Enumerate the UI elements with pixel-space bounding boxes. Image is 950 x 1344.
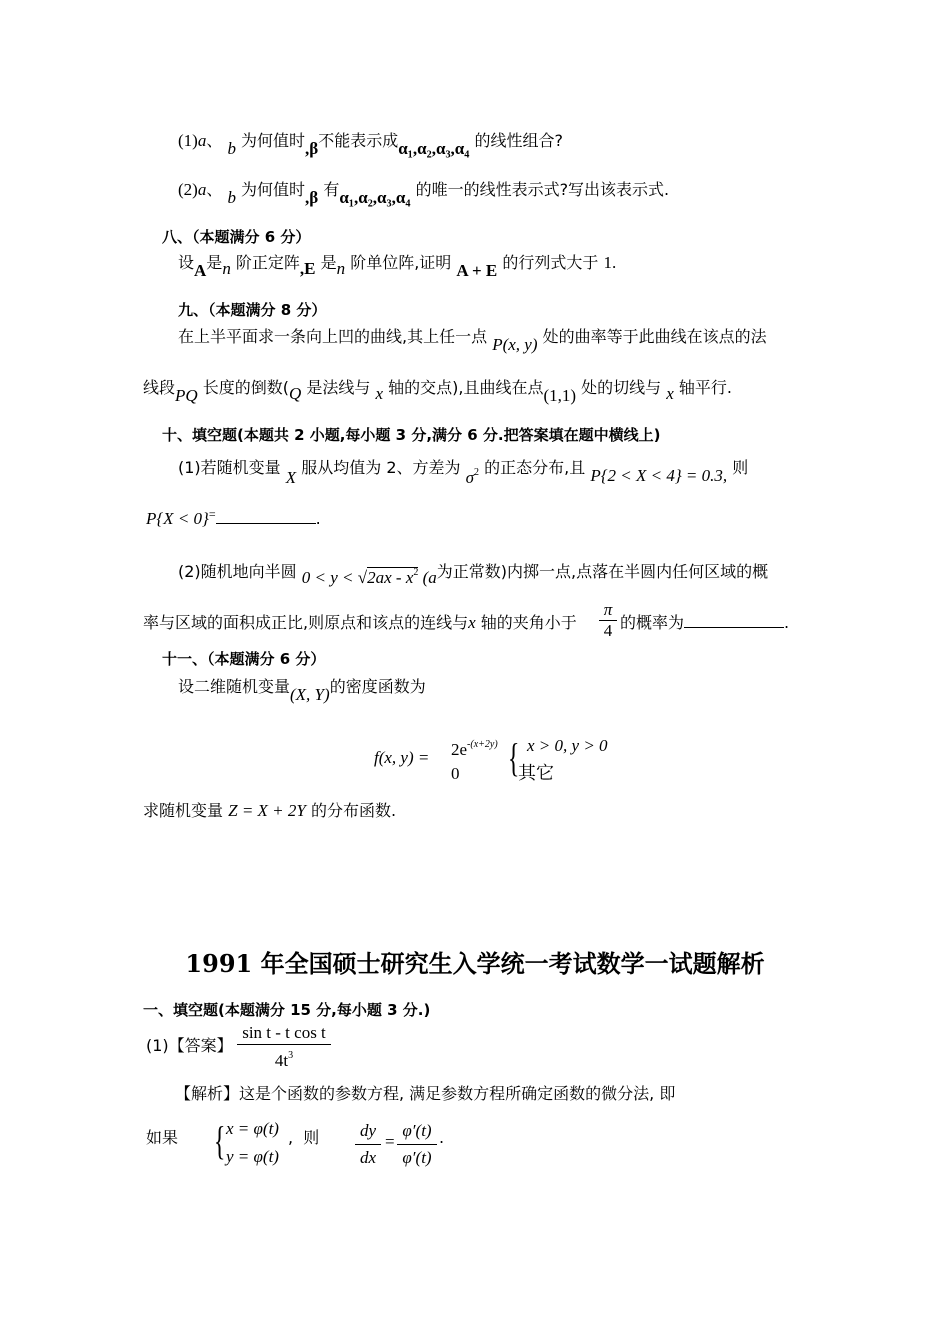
q7-part1: (1)a、 b 为何值时,β不能表示成α₁,α₂,α₃,α₄ 的线性组合? [178, 131, 563, 158]
page-title: 1991 年全国硕士研究生入学统一考试数学一试题解析 [185, 949, 765, 978]
q10-heading: 十、填空题(本题共 2 小题,每小题 3 分,满分 6 分.把答案填在题中横线上) [162, 426, 661, 444]
q10-line2: P{X < 0}= . [146, 507, 321, 528]
q11-heading: 十一、（本题满分 6 分） [162, 650, 326, 668]
q10-line3: (2)随机地向半圆 $0 < y < √2ax - x^2$ (a为正常数)内掷一点,点落在半圆内任何区域的概 [178, 562, 769, 587]
system-eq2: y = φ(t) [226, 1147, 279, 1166]
density-case1: $2e^{-(x+2y)}$ [451, 739, 498, 759]
equals-sign: = [385, 1132, 395, 1151]
explanation-text: 【解析】这是个函数的参数方程, 满足参数方程所确定函数的微分法, 即 [175, 1084, 676, 1103]
q7-part2: (2)a、 b 为何值时,β 有α₁,α₂,α₃,α₄ 的唯一的线性表示式?写出该表示式. [178, 180, 670, 207]
section1-heading: 一、填空题(本题满分 15 分,每小题 3 分.) [143, 1001, 431, 1019]
q8-body: 设A是n 阶正定阵,E 是n 阶单位阵,证明 A + E 的行列式大于 1. [178, 253, 617, 280]
left-brace: { [507, 735, 520, 780]
q9-line2: 线段PQ 长度的倒数(Q 是法线与 x 轴的交点),且曲线在点(1,1) 处的切线与 x 轴平行. [143, 378, 733, 405]
final-period: . [439, 1128, 445, 1147]
answer-label: (1)【答案】 [146, 1036, 233, 1055]
system-eq1: x = φ(t) [226, 1119, 279, 1138]
density-case2: 0 [451, 764, 460, 783]
q11-line2: 求随机变量 Z = X + 2Y 的分布函数. [143, 801, 397, 820]
derivative-ratio-fraction: $\frac{\varphi'(t)}{\varphi'(t)}$ [397, 1118, 437, 1171]
q9-heading: 九、（本题满分 8 分） [178, 301, 327, 319]
sqrt-expression: $√2ax - x^2$ [357, 567, 419, 587]
system-brace: { [213, 1118, 226, 1163]
q10-line1: (1)若随机变量 X 服从均值为 2、方差为 $\sigma^2$ 的正态分布,且 P{2 < X < 4} = 0.3, 则 [178, 458, 749, 487]
pi-over-4-fraction: $\frac{\pi}{4}$ [599, 600, 617, 641]
q10-line4: 率与区域的面积成正比,则原点和该点的连线与x 轴的夹角小于 [143, 613, 577, 632]
q10-line4-end: 的概率为 . [620, 613, 790, 632]
if-text: 如果 [146, 1128, 179, 1147]
dy-dx-fraction: $\frac{dy}{dx}$ [355, 1118, 381, 1171]
answer-fraction: $\frac{\text{sin t - t cos t}}{4t^3}$ [237, 1022, 331, 1072]
q11-line1: 设二维随机变量(X, Y)的密度函数为 [178, 677, 426, 704]
system-comma: , 则 [288, 1128, 320, 1147]
answer-blank-1[interactable] [216, 509, 316, 524]
q8-heading: 八、（本题满分 6 分） [162, 228, 311, 246]
density-lhs: f(x, y) = [374, 748, 430, 767]
density-cond1: x > 0, y > 0 [527, 736, 608, 755]
density-cond2: 其它 [518, 763, 554, 784]
answer-blank-2[interactable] [684, 613, 784, 628]
q9-line1: 在上半平面求一条向上凹的曲线,其上任一点 P(x, y) 处的曲率等于此曲线在该点的法 [178, 327, 767, 354]
